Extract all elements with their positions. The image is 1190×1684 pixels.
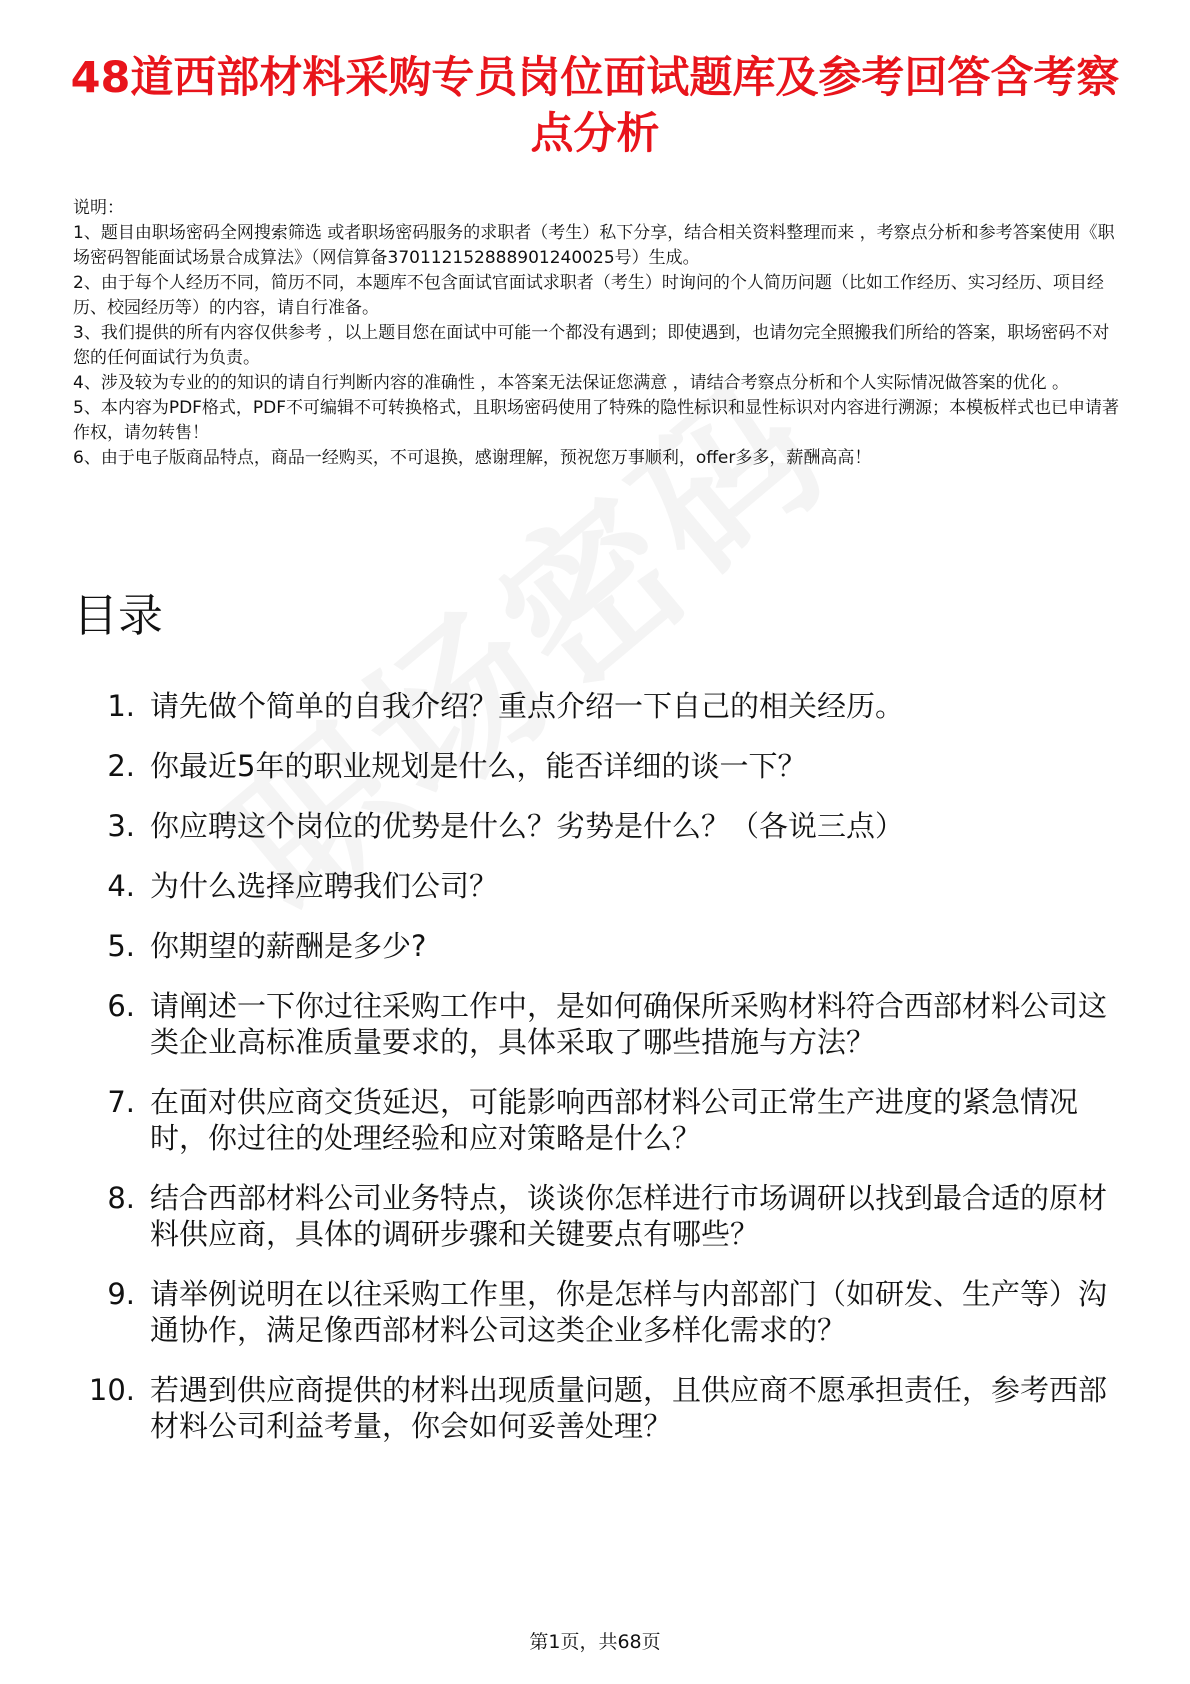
- toc-item-number: 4.: [107, 869, 135, 903]
- toc-item[interactable]: [73, 1276, 1113, 1348]
- toc-item-number: 1.: [107, 689, 135, 723]
- toc-item-text: 若遇到供应商提供的材料出现质量问题，且供应商不愿承担责任，参考西部材料公司利益考量，你会如何妥善处理？: [150, 1373, 1108, 1443]
- toc-item-number: 10.: [88, 1373, 135, 1407]
- notes-line: 说明：: [73, 198, 124, 218]
- toc-heading: 目录: [73, 589, 164, 642]
- toc-list: [73, 688, 1113, 1468]
- toc-item[interactable]: [73, 988, 1113, 1060]
- page-number: 第1页，共68页: [529, 1631, 661, 1653]
- toc-item-number: 6.: [107, 989, 135, 1023]
- toc-item[interactable]: [73, 928, 1113, 964]
- toc-item-text: 在面对供应商交货延迟，可能影响西部材料公司正常生产进度的紧急情况时，你过往的处理经验和应对策略是什么？: [150, 1085, 1079, 1155]
- toc-item-number: 7.: [107, 1085, 135, 1119]
- toc-item-number: 2.: [107, 749, 135, 783]
- toc-item-text: 你最近5年的职业规划是什么，能否详细的谈一下？: [150, 749, 807, 783]
- notes-line: 3、我们提供的所有内容仅供参考 ，以上题目您在面试中可能一个都没有遇到；即使遇到，也请勿完全照搬我们所给的答案，职场密码不对您的任何面试行为负责。: [73, 323, 1110, 368]
- toc-item-number: 3.: [107, 809, 135, 843]
- toc-item[interactable]: [73, 1084, 1113, 1156]
- toc-item[interactable]: [73, 688, 1113, 724]
- toc-item-text: 结合西部材料公司业务特点，谈谈你怎样进行市场调研以找到最合适的原材料供应商，具体的调研步骤和关键要点有哪些？: [150, 1181, 1108, 1251]
- toc-item-number: 5.: [107, 929, 135, 963]
- toc-item-number: 9.: [107, 1277, 135, 1311]
- notes-line: 1、题目由职场密码全网搜索筛选 或者职场密码服务的求职者（考生）私下分享，结合相关资料整理而来 ，考察点分析和参考答案使用《职场密码智能面试场景合成算法》（网信算备370112152888901240025号）生成。: [73, 223, 1115, 268]
- page-title: 48道西部材料采购专员岗位面试题库及参考回答含考察点分析: [70, 53, 1120, 159]
- notes-section: [73, 196, 1123, 471]
- notes-line: 6、由于电子版商品特点，商品一经购买，不可退换，感谢理解，预祝您万事顺利，offer多多，薪酬高高！: [73, 448, 872, 468]
- toc-item-text: 请阐述一下你过往采购工作中，是如何确保所采购材料符合西部材料公司这类企业高标准质量要求的，具体采取了哪些措施与方法？: [150, 989, 1108, 1059]
- toc-item-text: 你应聘这个岗位的优势是什么？劣势是什么？（各说三点）: [150, 809, 905, 843]
- toc-item[interactable]: [73, 1372, 1113, 1444]
- toc-item[interactable]: [73, 1180, 1113, 1252]
- toc-item-text: 为什么选择应聘我们公司？: [150, 869, 499, 903]
- toc-item-text: 请举例说明在以往采购工作里，你是怎样与内部部门（如研发、生产等）沟通协作，满足像西部材料公司这类企业多样化需求的？: [150, 1277, 1108, 1347]
- notes-line: 2、由于每个人经历不同，简历不同，本题库不包含面试官面试求职者（考生）时询问的个人简历问题（比如工作经历、实习经历、项目经历、校园经历等）的内容，请自行准备。: [73, 273, 1104, 318]
- notes-line: 4、涉及较为专业的的知识的请自行判断内容的准确性 ，本答案无法保证您满意 ，请结合考察点分析和个人实际情况做答案的优化 。: [73, 373, 1070, 393]
- toc-item-number: 8.: [107, 1181, 135, 1215]
- toc-item[interactable]: [73, 748, 1113, 784]
- toc-item[interactable]: [73, 808, 1113, 844]
- notes-line: 5、本内容为PDF格式，PDF不可编辑不可转换格式，且职场密码使用了特殊的隐性标识和显性标识对内容进行溯源；本模板样式也已申请著作权，请勿转售！: [73, 398, 1120, 443]
- toc-item-text: 你期望的薪酬是多少?: [150, 929, 427, 963]
- toc-item[interactable]: [73, 868, 1113, 904]
- toc-item-text: 请先做个简单的自我介绍？重点介绍一下自己的相关经历。: [150, 689, 905, 723]
